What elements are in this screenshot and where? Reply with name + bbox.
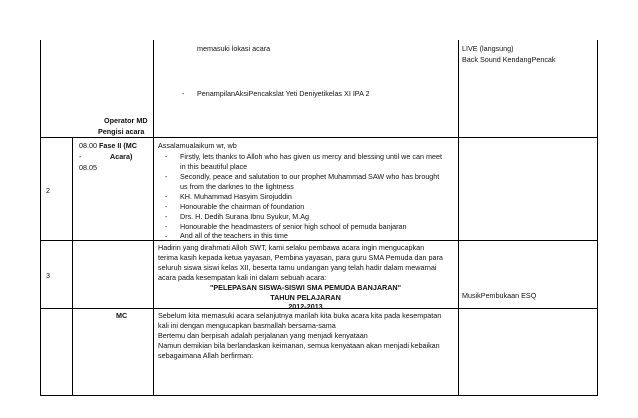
- grid-line: [72, 137, 73, 396]
- time-text: 08.05: [79, 163, 97, 172]
- pic-label: Pengisi acara: [98, 127, 145, 136]
- speech-line: Honourable the chairman of foundation: [180, 202, 305, 211]
- phase-label: Acara): [110, 152, 133, 161]
- speech-line: acara pada kesempatan kali ini dalam sebuah acara:: [158, 273, 327, 282]
- grid-line: [597, 40, 598, 396]
- speech-line: sebagaimana Allah berfirman:: [158, 351, 254, 360]
- time-text: -: [79, 152, 82, 161]
- row-number: 3: [46, 271, 50, 280]
- time-text: 08.00: [79, 141, 97, 150]
- phase-label: MC: [116, 311, 128, 320]
- event-title: TAHUN PELAJARAN: [270, 293, 341, 302]
- grid-line: [458, 40, 459, 396]
- bullet: -: [165, 212, 168, 221]
- speech-line: terima kasih kepada ketua yayasan, Pembina yayasan, para guru SMA Pemuda dan para: [158, 253, 443, 262]
- item-text: PenampilanAksiPencakslat Yeti Deniyetikelas XI IPA 2: [197, 89, 370, 98]
- grid-line: [40, 40, 41, 396]
- note-text: LIVE (langsung): [462, 44, 514, 53]
- event-title: 2012-2013: [288, 302, 323, 311]
- bullet: -: [165, 222, 168, 231]
- row-number: 2: [46, 186, 50, 195]
- speech-line: us from the darknes to the lightness: [180, 182, 294, 191]
- speech-line: kali ini dengan mengucapkan basmallah bersama-sama: [158, 321, 336, 330]
- bullet: -: [165, 202, 168, 211]
- speech-line: Sebelum kita memasuki acara selanjutnya marilah kita buka acara kita pada kesempatan: [158, 311, 442, 320]
- speech-line: Hadirin yang dirahmati Alloh SWT, kami selaku pembawa acara ingin mengucapkan: [158, 243, 425, 252]
- speech-line: in this beautiful place: [180, 162, 248, 171]
- speech-line: Namun demikian bila berlandaskan keimanan, semua kenyataan akan menjadi kebaikan: [158, 341, 440, 350]
- pic-label: Operator MD: [104, 116, 148, 125]
- greeting-text: Assalamualaikum wr, wb: [158, 141, 237, 150]
- event-title: "PELEPASAN SISWA-SISWI SMA PEMUDA BANJARAN": [209, 283, 402, 292]
- speech-line: seluruh siswa siswi kelas XII, beserta tamu undangan yang telah hadir dalam mewarnai: [158, 263, 437, 272]
- item-text: memasuki lokasi acara: [197, 44, 271, 53]
- speech-line: Honourable the headmasters of senior high school of pemuda banjaran: [180, 222, 407, 231]
- speech-line: And all of the teachers in this time: [180, 231, 288, 240]
- grid-line: [40, 240, 598, 241]
- speech-line: Drs. H. Dedih Surana Ibnu Syukur, M.Ag: [180, 212, 310, 221]
- speech-line: Firstly, lets thanks to Alloh who has given us mercy and blessing until we can meet: [180, 152, 442, 161]
- bullet: -: [165, 152, 168, 161]
- grid-line: [40, 137, 598, 138]
- grid-line: [40, 395, 598, 396]
- phase-label: Fase II (MC: [99, 141, 137, 150]
- speech-line: KH. Muhammad Hasyim Sirojuddin: [180, 192, 292, 201]
- note-text: Back Sound KendangPencak: [462, 55, 556, 64]
- bullet: -: [165, 192, 168, 201]
- note-text: MusikPembukaan ESQ: [462, 291, 537, 300]
- bullet: -: [182, 89, 185, 98]
- grid-line: [153, 40, 154, 396]
- bullet: -: [165, 232, 168, 241]
- bullet: -: [165, 172, 168, 181]
- speech-line: Bertemu dan berpisah adalah perjalanan yang menjadi kenyataan: [158, 331, 368, 340]
- speech-line: Secondly, peace and salutation to our prophet Muhammad SAW who has brought: [180, 172, 440, 181]
